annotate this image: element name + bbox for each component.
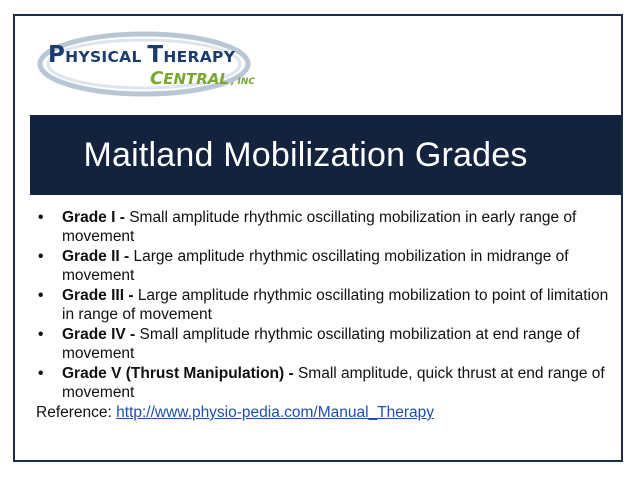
- grade-label: Grade II -: [62, 248, 134, 265]
- grade-description: Small amplitude rhythmic oscillating mobilization in early range of movement: [62, 209, 577, 245]
- list-item: [36, 365, 611, 402]
- reference-link[interactable]: http://www.physio-pedia.com/Manual_Therapy: [116, 404, 435, 421]
- bullet-icon: •: [38, 287, 44, 304]
- list-item: [36, 248, 611, 285]
- bullet-icon: •: [38, 365, 44, 382]
- grade-description: Small amplitude, quick thrust at end range of movement: [62, 365, 605, 401]
- grade-label: Grade I -: [62, 209, 130, 226]
- grade-list: [36, 209, 611, 402]
- slide-title: Maitland Mobilization Grades: [83, 135, 528, 174]
- reference-line: [36, 404, 611, 423]
- slide-content: [36, 209, 611, 423]
- bullet-icon: •: [38, 326, 44, 343]
- grade-label: Grade III -: [62, 287, 138, 304]
- grade-description: Small amplitude rhythmic oscillating mobilization at end range of movement: [62, 326, 580, 362]
- logo-text-central: CENTRAL , INC: [150, 68, 256, 89]
- logo-text-physical-therapy: PHYSICAL THERAPY: [48, 42, 236, 68]
- grade-description: Large amplitude rhythmic oscillating mobilization in midrange of movement: [62, 248, 569, 284]
- list-item: [36, 209, 611, 246]
- list-item: [36, 287, 611, 324]
- bullet-icon: •: [38, 209, 44, 226]
- list-item: [36, 326, 611, 363]
- physical-therapy-central-logo: [32, 28, 272, 98]
- grade-label: Grade V (Thrust Manipulation) -: [62, 365, 298, 382]
- grade-description: Large amplitude rhythmic oscillating mobilization to point of limitation in range of movement: [62, 287, 609, 323]
- reference-label: Reference:: [36, 404, 117, 421]
- bullet-icon: •: [38, 248, 44, 265]
- title-banner: [30, 115, 621, 195]
- grade-label: Grade IV -: [62, 326, 140, 343]
